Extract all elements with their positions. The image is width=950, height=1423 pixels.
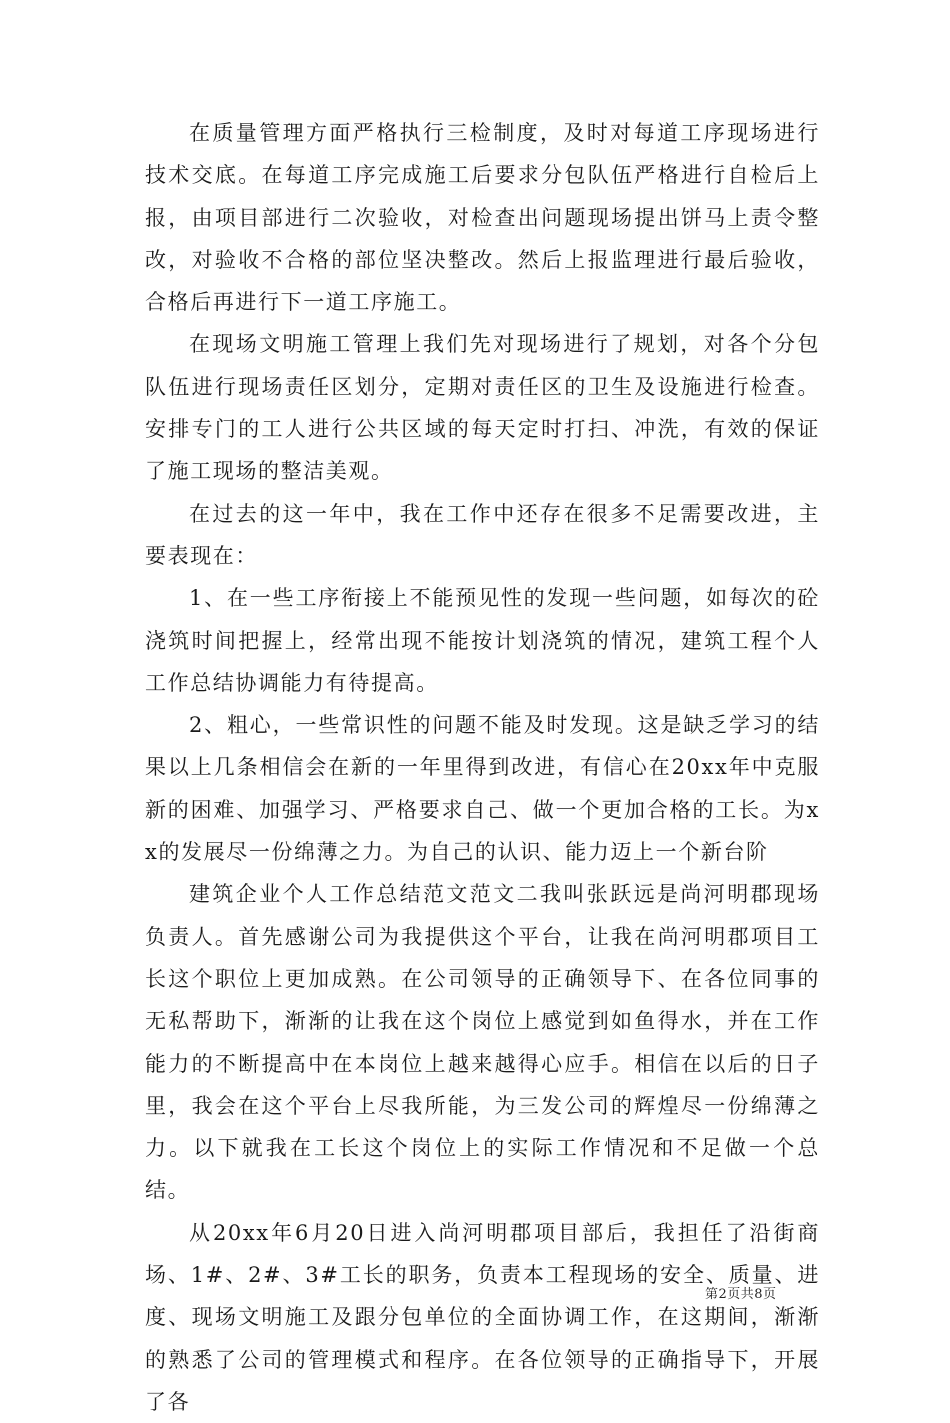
paragraph-sample-two-intro: 建筑企业个人工作总结范文范文二我叫张跃远是尚河明郡现场负责人。首先感谢公司为我提供这个平台，让我在尚河明郡项目工长这个职位上更加成熟。在公司领导的正确领导下、在各位同事的无私帮助下，渐渐的让我在这个岗位上感觉到如鱼得水，并在工作能力的不断提高中在本岗位上越来越得心应手。相信在以后的日子里，我会在这个平台上尽我所能，为三发公司的辉煌尽一份绵薄之力。以下就我在工长这个岗位上的实际工作情况和不足做一个总结。 [145, 882, 820, 1203]
document-body [145, 112, 820, 1423]
paragraph-shortcomings-intro: 在过去的这一年中，我在工作中还存在很多不足需要改进，主要表现在： [145, 501, 820, 568]
paragraph-civilized-construction: 在现场文明施工管理上我们先对现场进行了规划，对各个分包队伍进行现场责任区划分，定期对责任区的卫生及设施进行检查。安排专门的工人进行公共区域的每天定时打扫、冲洗，有效的保证了施工现场的整洁美观。 [145, 332, 820, 484]
page-number: 第2页共8页 [705, 1287, 777, 1302]
paragraph-sample-two-duties: 从20xx年6月20日进入尚河明郡项目部后，我担任了沿街商场、1#、2#、3#工长的职务，负责本工程现场的安全、质量、进度、现场文明施工及跟分包单位的全面协调工作，在这期间，渐渐的熟悉了公司的管理模式和程序。在各位领导的正确指导下，开展了各 [145, 1220, 820, 1414]
paragraph-shortcoming-1: 1、在一些工序衔接上不能预见性的发现一些问题，如每次的砼浇筑时间把握上，经常出现不能按计划浇筑的情况，建筑工程个人工作总结协调能力有待提高。 [145, 586, 820, 695]
paragraph-shortcoming-2: 2、粗心，一些常识性的问题不能及时发现。这是缺乏学习的结果以上几条相信会在新的一年里得到改进，有信心在20xx年中克服新的困难、加强学习、严格要求自己、做一个更加合格的工长。为xx的发展尽一份绵薄之力。为自己的认识、能力迈上一个新台阶 [145, 713, 820, 865]
paragraph-quality-management: 在质量管理方面严格执行三检制度，及时对每道工序现场进行技术交底。在每道工序完成施工后要求分包队伍严格进行自检后上报，由项目部进行二次验收，对检查出问题现场提出饼马上责令整改，对验收不合格的部位坚决整改。然后上报监理进行最后验收，合格后再进行下一道工序施工。 [145, 121, 820, 315]
